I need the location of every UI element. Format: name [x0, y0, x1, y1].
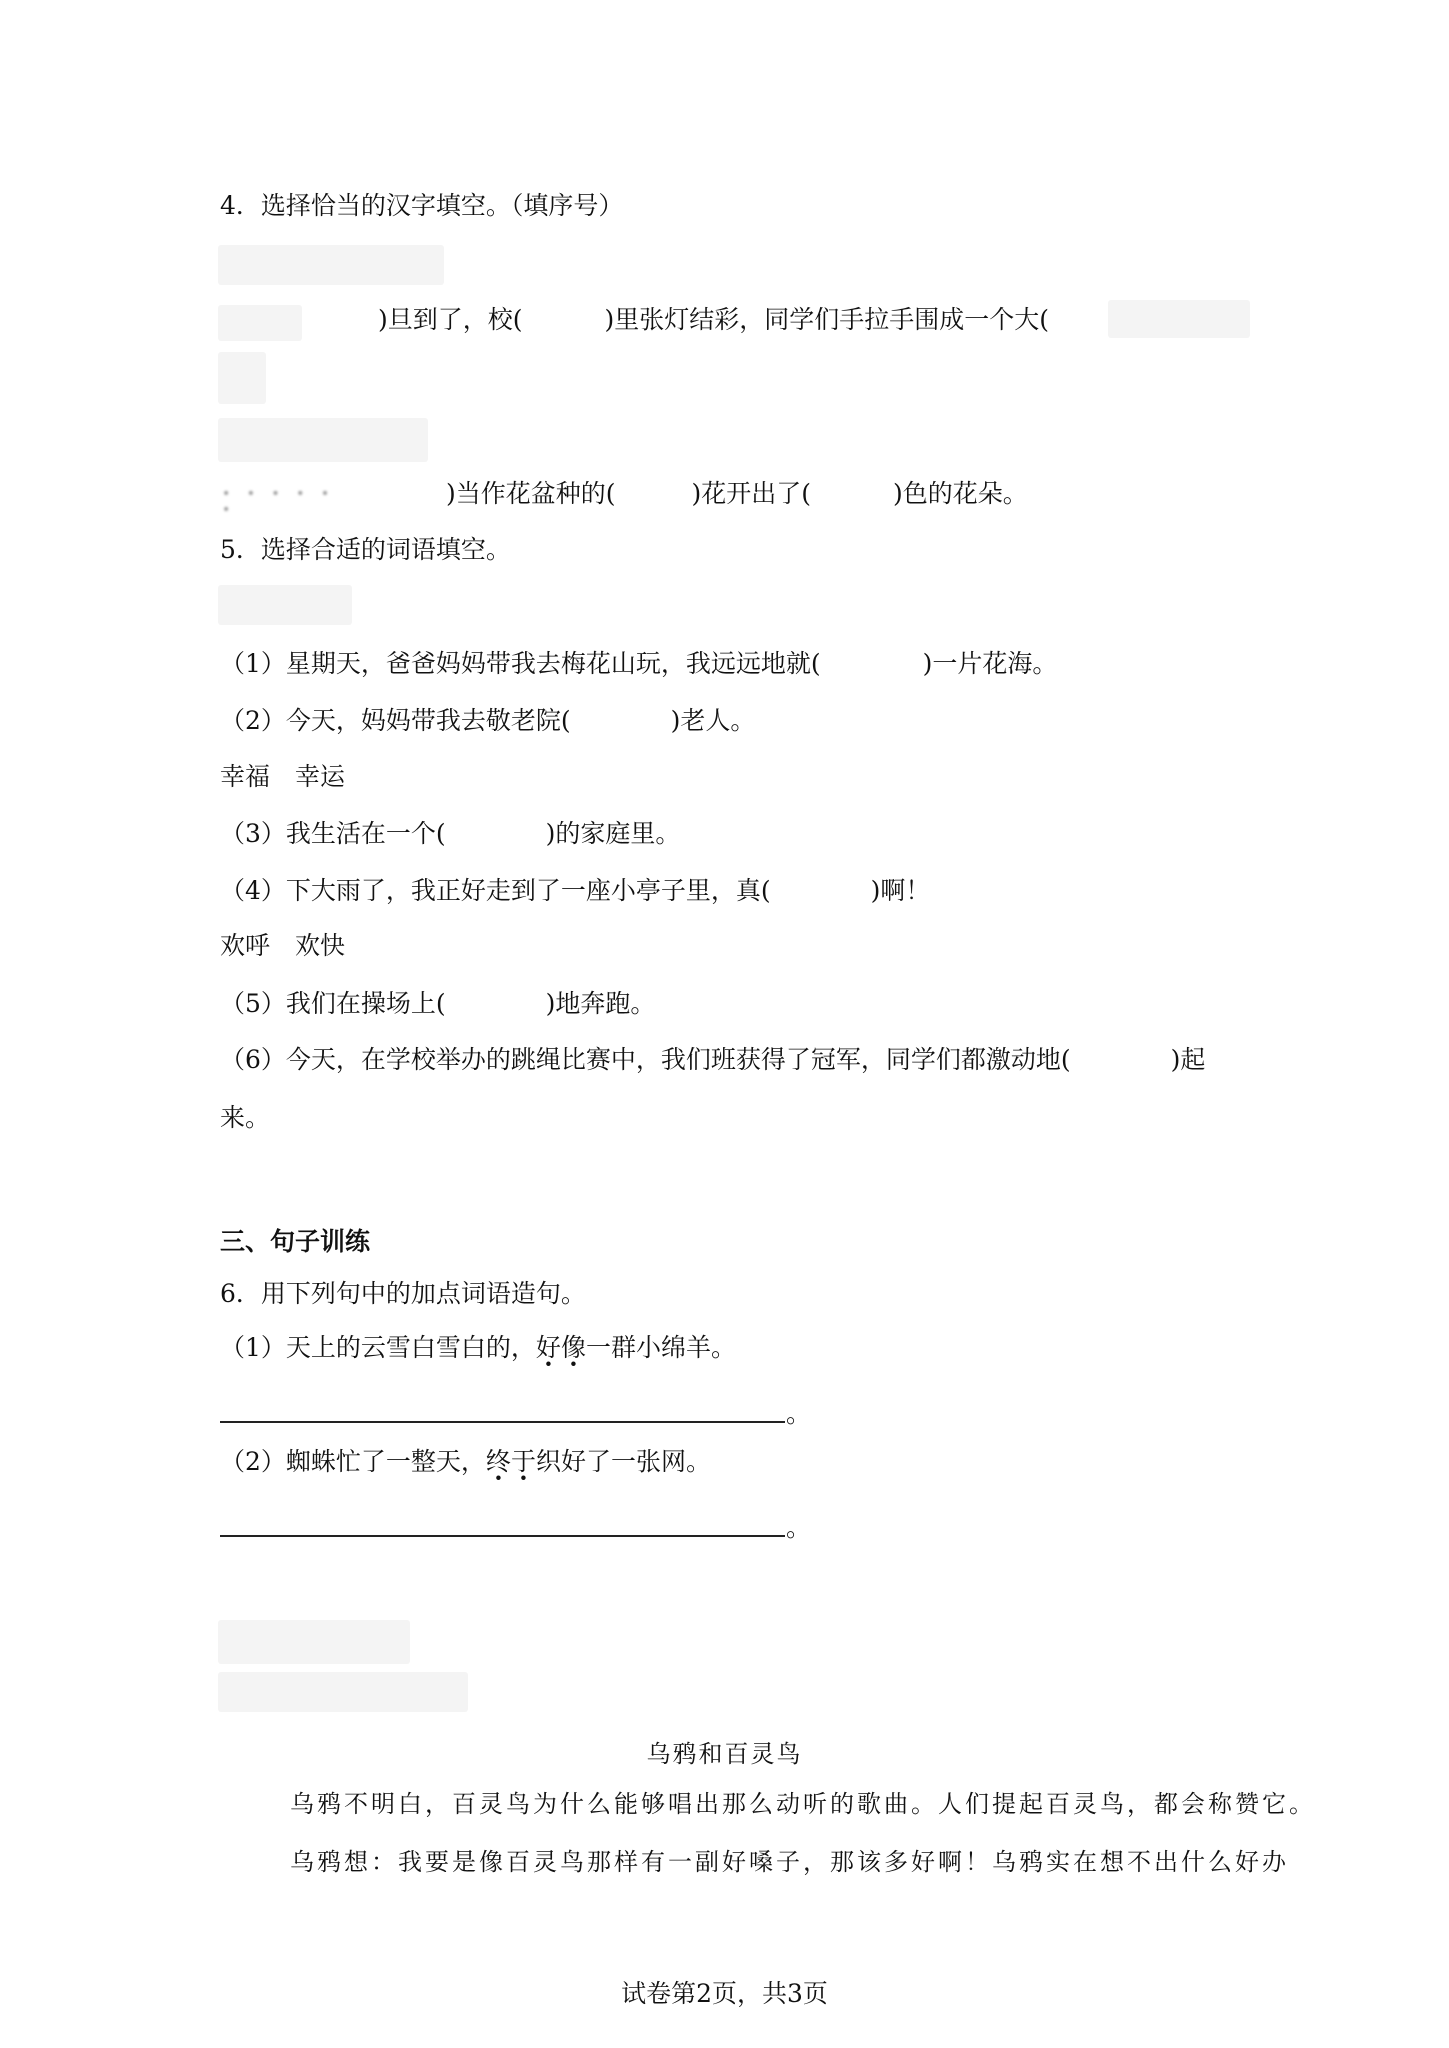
q5-item-4-part1: （4）下大雨了，我正好走到了一座小亭子里，真(: [220, 876, 771, 905]
q4-line2: [220, 478, 1028, 518]
q6-sentence-2: [220, 1446, 711, 1478]
blurred-heading: [218, 1620, 410, 1664]
blurred-option: [218, 352, 266, 404]
section-heading: 三、句子训练: [220, 1227, 371, 1256]
blurred-word-bank: [218, 585, 352, 625]
q5-item-3-part2: )的家庭里。: [545, 819, 681, 848]
emphasis-dot-word: 终: [485, 1447, 511, 1476]
blurred-option: • • • • • •: [222, 486, 336, 518]
page-footer: 试卷第2页，共3页: [621, 1979, 828, 2008]
q4-line2-part3: )色的花朵。: [893, 479, 1028, 508]
blurred-heading: [218, 1672, 468, 1712]
blurred-option: [1108, 300, 1250, 338]
q6-s1-after: 一群小绵羊。: [585, 1333, 736, 1362]
q5-item-6: [220, 1044, 1205, 1076]
emphasis-dot-word: 像: [560, 1333, 586, 1362]
q5-item-2-part1: （2）今天，妈妈带我去敬老院(: [220, 706, 571, 735]
blurred-word-bank: [218, 245, 444, 285]
q5-item-1-part1: （1）星期天，爸爸妈妈带我去梅花山玩，我远远地就(: [220, 649, 821, 678]
answer-line-1-period: 。: [786, 1399, 812, 1428]
q5-item-1: [220, 648, 1057, 680]
q5-word-group-2: 幸福 幸运: [220, 762, 346, 791]
q6-s2-after: 织好了一张网。: [535, 1447, 711, 1476]
q5-item-2-part2: )老人。: [670, 706, 756, 735]
q5-title: 5．选择合适的词语填空。: [220, 535, 511, 564]
q5-item-6-wrap: 来。: [220, 1103, 271, 1132]
story-paragraph-2: 乌鸦想：我要是像百灵鸟那样有一副好嗓子，那该多好啊！乌鸦实在想不出什么好办: [290, 1848, 1289, 1876]
q4-line1: [220, 304, 1049, 336]
q5-item-3-part1: （3）我生活在一个(: [220, 819, 446, 848]
q5-word-group-3: 欢呼 欢快: [220, 931, 346, 960]
story-title: 乌鸦和百灵鸟: [646, 1740, 803, 1768]
emphasis-dot-word: 好: [535, 1333, 561, 1362]
answer-line-2[interactable]: [220, 1535, 785, 1537]
q5-item-3: [220, 818, 680, 850]
blurred-word-bank: [218, 418, 428, 462]
q4-title: 4．选择恰当的汉字填空。（填序号）: [220, 191, 624, 220]
q4-line1-part1: )旦到了，校(: [378, 305, 523, 334]
q5-item-5: [220, 988, 655, 1020]
answer-line-1[interactable]: [220, 1421, 785, 1423]
q6-sentence-1: [220, 1332, 736, 1364]
q5-item-4: [220, 875, 930, 907]
q6-title: 6．用下列句中的加点词语造句。: [220, 1279, 586, 1308]
q4-line2-part1: )当作花盆种的(: [446, 479, 616, 508]
q6-s2-before: （2）蜘蛛忙了一整天，: [220, 1447, 486, 1476]
emphasis-dot-word: 于: [510, 1447, 536, 1476]
q5-item-5-part2: )地奔跑。: [545, 989, 656, 1018]
q5-item-2: [220, 705, 755, 737]
q4-line1-part2: )里张灯结彩，同学们手拉手围成一个大(: [604, 305, 1050, 334]
q6-s1-before: （1）天上的云雪白雪白的，: [220, 1333, 536, 1362]
q5-item-5-part1: （5）我们在操场上(: [220, 989, 446, 1018]
q5-item-4-part2: )啊！: [870, 876, 931, 905]
q5-item-1-part2: )一片花海。: [922, 649, 1058, 678]
answer-line-2-period: 。: [786, 1513, 812, 1542]
story-paragraph-1: 乌鸦不明白，百灵鸟为什么能够唱出那么动听的歌曲。人们提起百灵鸟，都会称赞它。: [290, 1790, 1316, 1818]
q5-item-6-part1: （6）今天，在学校举办的跳绳比赛中，我们班获得了冠军，同学们都激动地(: [220, 1045, 1071, 1074]
q4-line2-part2: )花开出了(: [691, 479, 812, 508]
q5-item-6-part2: )起: [1170, 1045, 1206, 1074]
